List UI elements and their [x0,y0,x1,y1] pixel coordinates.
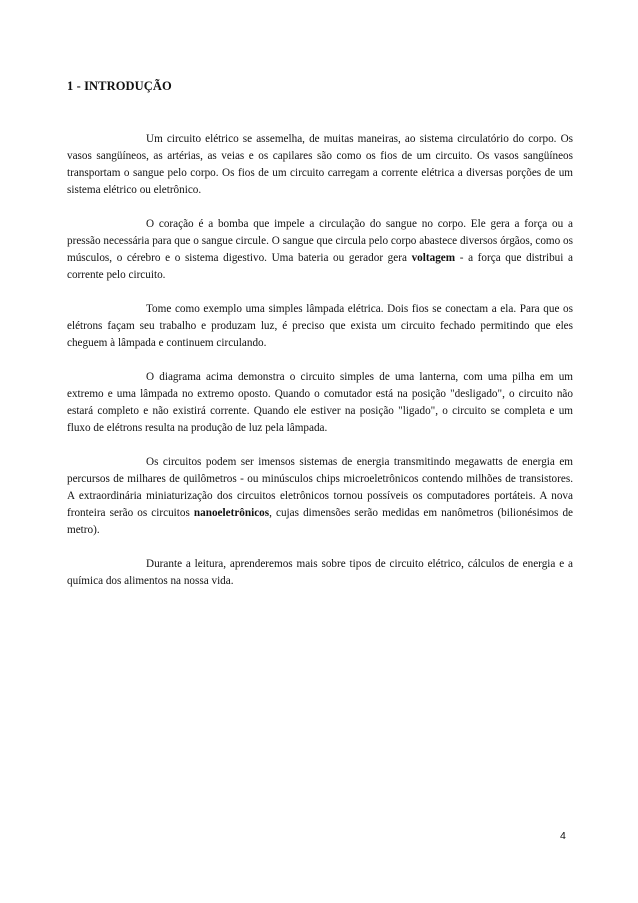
paragraph-circuit-scale [67,454,573,539]
paragraph-reading-outlook [67,556,573,590]
paragraph-text: , cujas dimensões serão medidas em nanômetros (bilionésimos de metro). [67,507,574,536]
bold-term-nanoeletronicos: nanoeletrônicos [193,507,270,519]
paragraph-text: - a força que distribui a corrente pelo circuito. [67,252,573,281]
paragraph-text: O coração é a bomba que impele a circulação do sangue no corpo. Ele gera a força ou a pressão necessária para que o sangue circule. O sangue que circula pelo corpo abastece diversos órgãos, como os músculos, o cérebro e o sistema digestivo. Uma bateria ou gerador gera [67,218,573,264]
paragraph-text: Os circuitos podem ser imensos sistemas de energia transmitindo megawatts de energia em percursos de milhares de quilômetros - ou minúsculos chips microeletrônicos contendo milhões de transistores. A extraordinária miniaturização dos circuitos eletrônicos tornou possíveis os computadores portáteis. A nova fronteira serão os circuitos [67,456,573,519]
section-heading: 1 - INTRODUÇÃO [67,79,172,93]
paragraph-heart-pump [67,216,573,284]
paragraph-text: O diagrama acima demonstra o circuito simples de uma lanterna, com uma pilha em um extremo e uma lâmpada no extremo oposto. Quando o comutador está na posição "desligado", o circuito não estará completo e não existirá corrente. Quando ele estiver na posição "ligado", o circuito se completa e um fluxo de elétrons resulta na produção de luz pela lâmpada. [67,371,573,434]
paragraph-text: Tome como exemplo uma simples lâmpada elétrica. Dois fios se conectam a ela. Para que os elétrons façam seu trabalho e produzam luz, é preciso que exista um circuito fechado permitindo que eles cheguem à lâmpada e continuem circulando. [67,303,573,349]
paragraph-lamp-example [67,301,573,352]
body-text [67,131,573,607]
page-number: 4 [560,830,566,842]
paragraph-circulatory-analogy [67,131,573,199]
paragraph-text: Durante a leitura, aprenderemos mais sobre tipos de circuito elétrico, cálculos de energia e a química dos alimentos na nossa vida. [67,558,573,587]
bold-term-voltagem: voltagem [411,252,456,264]
paragraph-flashlight-diagram [67,369,573,437]
paragraph-text: Um circuito elétrico se assemelha, de muitas maneiras, ao sistema circulatório do corpo. Os vasos sangüíneos, as artérias, as veias e os capilares são como os fios de um circuito. Os vasos sangüíneos transportam o sangue pelo corpo. Os fios de um circuito carregam a corrente elétrica a diversas porções de um sistema elétrico ou eletrônico. [67,133,573,196]
